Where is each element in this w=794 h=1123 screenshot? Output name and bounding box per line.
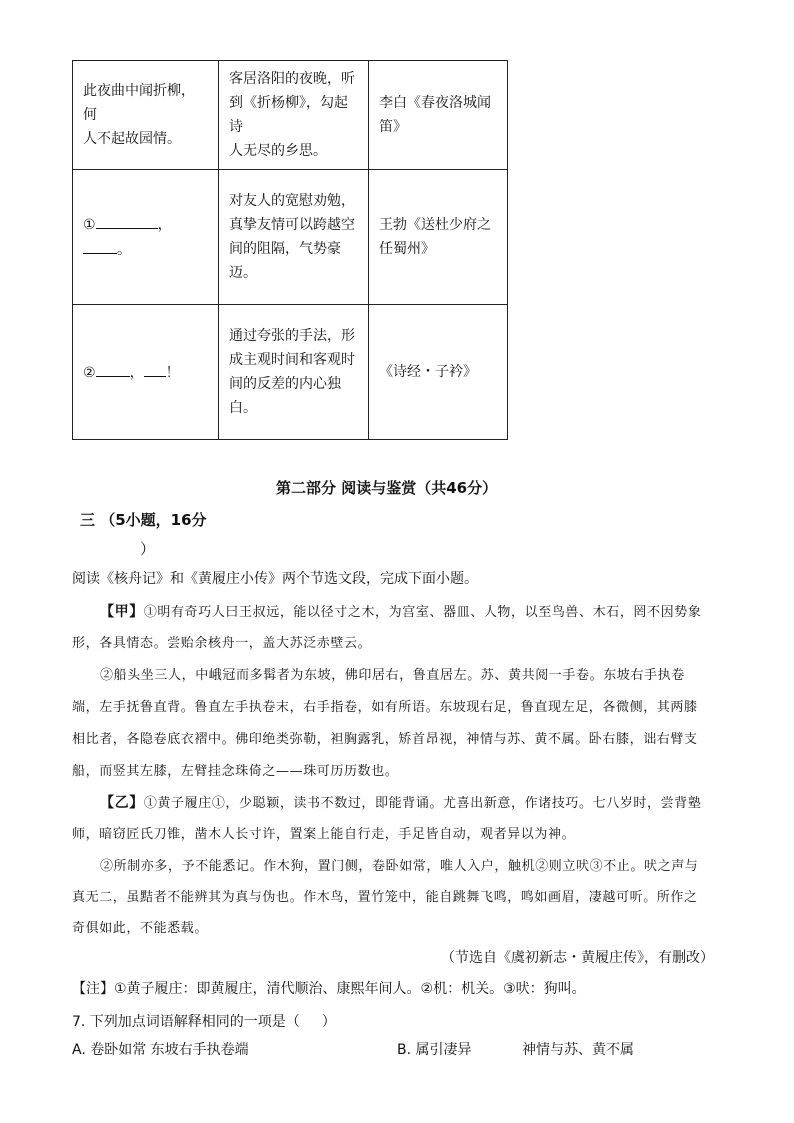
question-7-stem: 7. 下列加点词语解释相同的一项是（ ） xyxy=(72,1014,336,1030)
answer-blank[interactable] xyxy=(96,360,130,377)
passage-jia-line: ②船头坐三人，中峨冠而多髯者为东坡，佛印居右，鲁直居左。苏、黄共阅一手卷。东坡右手执卷 xyxy=(100,668,685,683)
source-cell: 《诗经・子衿》 xyxy=(369,305,508,440)
passage-jia-line: 端，左手抚鲁直背。鲁直左手执卷末，右手指卷，如有所语。东坡现右足，鲁直现左足，各微侧，其两膝 xyxy=(72,700,698,715)
poem-table xyxy=(72,60,508,440)
section-title: 第二部分 阅读与鉴赏（共46分） xyxy=(276,479,498,497)
passage-yi-line: 奇俱如此，不能悉载。 xyxy=(72,921,209,936)
option-b-second-term: 神情与苏、黄不属 xyxy=(522,1042,634,1058)
source-cell: 李白《春夜洛城闻 笛》 xyxy=(369,61,508,170)
question-group-heading-close: ） xyxy=(140,540,156,558)
table-row xyxy=(73,305,508,440)
explanation-cell: 客居洛阳的夜晚，听 到《折杨柳》，勾起诗 人无尽的乡思。 xyxy=(219,61,369,170)
passage-jia-line: 【甲】①明有奇巧人曰王叔远，能以径寸之木，为宫室、器皿、人物，以至鸟兽、木石，罔不因势象 xyxy=(100,604,702,620)
reading-instructions: 阅读《核舟记》和《黄履庄小传》两个节选文段，完成下面小题。 xyxy=(72,571,478,587)
passage-jia-line: 形，各具情态。尝贻余核舟一，盖大苏泛赤壁云。 xyxy=(72,636,372,651)
annotation-notes: 【注】①黄子履庄：即黄履庄，清代顺治、康熙年间人。②机：机关。③吠：狗叫。 xyxy=(72,981,586,997)
passage-yi-line: 真无二，虽黠者不能辨其为真与伪也。作木鸟，置竹笼中，能自跳舞飞鸣，鸣如画眉，凄越可听。所作之 xyxy=(72,890,698,905)
answer-blank[interactable] xyxy=(83,237,117,254)
fill-blank-cell: ② ， ！ xyxy=(73,305,219,440)
passage-jia-line: 相比者，各隐卷底衣褶中。佛印绝类弥勒，袒胸露乳，矫首昂视，神情与苏、黄不属。卧右膝，诎右臂支 xyxy=(72,732,698,747)
explanation-cell: 对友人的宽慰劝勉， 真挚友情可以跨越空 间的阻隔，气势豪 迈。 xyxy=(219,170,369,305)
source-citation: （节选自《虞初新志・黄履庄传》，有删改） xyxy=(441,950,714,966)
table-row xyxy=(73,61,508,170)
answer-blank[interactable] xyxy=(144,360,166,377)
table-row xyxy=(73,170,508,305)
option-b[interactable]: B. 属引凄异 xyxy=(397,1042,472,1058)
explanation-cell: 通过夸张的手法，形 成主观时间和客观时 间的反差的内心独 白。 xyxy=(219,305,369,440)
passage-yi-line: 【乙】①黄子履庄①，少聪颖，读书不数过，即能背诵。尤喜出新意，作诸技巧。七八岁时，尝背塾 xyxy=(100,795,702,811)
question-group-heading: 三 （5小题，16分 xyxy=(80,511,207,529)
option-a[interactable]: A. 卷卧如常 东坡右手执卷端 xyxy=(72,1042,249,1058)
source-cell: 王勃《送杜少府之 任蜀州》 xyxy=(369,170,508,305)
answer-blank[interactable] xyxy=(96,212,158,229)
passage-yi-line: 师，暗窃匠氏刀锥，凿木人长寸许，置案上能自行走，手足皆自动，观者异以为神。 xyxy=(72,827,576,842)
passage-jia-line: 船，而竖其左膝，左臂挂念珠倚之——珠可历历数也。 xyxy=(72,764,399,779)
poem-line-cell: 此夜曲中闻折柳，何 人不起故园情。 xyxy=(73,61,219,170)
fill-blank-cell: ① ， 。 xyxy=(73,170,219,305)
passage-yi-line: ②所制亦多，予不能悉记。作木狗，置门侧，卷卧如常，唯人入户，触机②则立吠③不止。吠之声与 xyxy=(100,859,699,874)
